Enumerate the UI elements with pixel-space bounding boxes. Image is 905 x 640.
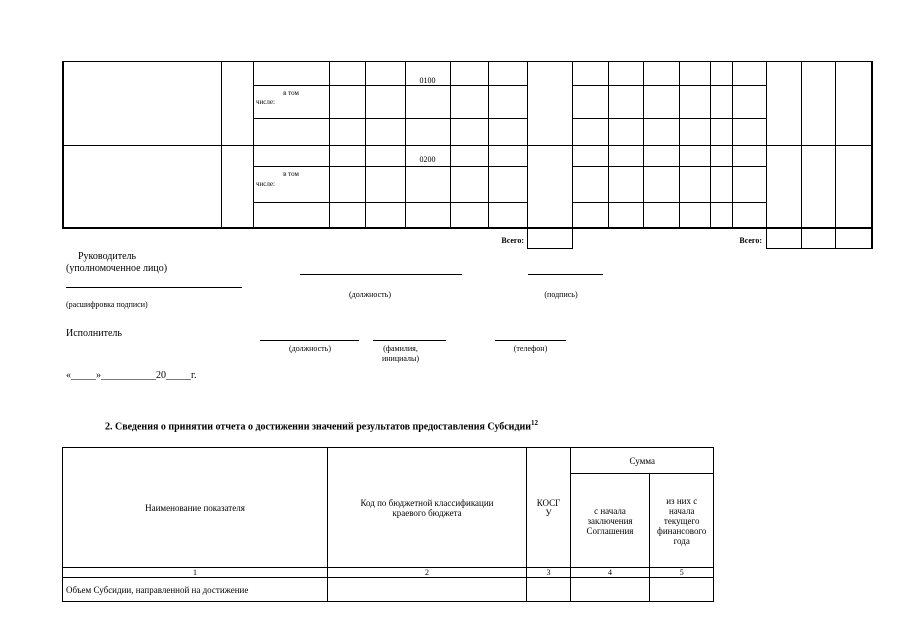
table-border [62,227,872,229]
results-table [62,447,714,602]
header-code [328,448,527,568]
section-title [105,417,538,433]
position-line-2 [260,340,359,341]
table-border [253,118,527,119]
caption-name: (фамилия, [383,344,418,353]
signature-line [528,274,603,275]
header-kosgu-text: КОСГ У [536,497,561,518]
table-border [766,61,767,249]
incl-label: числе: [256,180,275,188]
caption-phone: (телефон) [513,344,548,353]
table-border [62,61,64,229]
table-border [527,248,572,249]
table-border [62,145,872,146]
caption-name-2: инициалы) [381,354,420,363]
table-border [871,61,873,249]
row-cell [571,578,650,602]
header-code-text: Код по бюджетной классификации краевого бюджета [360,497,494,518]
table-border [62,61,872,62]
table-border [572,202,766,203]
header-since-agreement-text: с начала заключения Соглашения [586,505,634,536]
table-border [572,85,766,86]
caption-position: (должность) [349,290,391,299]
table-border [221,61,222,228]
table-border [801,61,802,249]
section-title-text: 2. Сведения о принятии отчета о достижении значений результатов предоставления Субсидии [105,421,532,433]
table-border [450,61,451,228]
code-0100: 0100 [419,76,436,85]
header-sum: Сумма [571,448,714,474]
total-label-left: Всего: [501,236,524,245]
date-line: «_____»___________20_____г. [66,370,197,381]
head-label: Руководитель [78,251,137,262]
header-indicator: Наименование показателя [63,448,328,568]
caption-position-2: (должность) [289,344,331,353]
executor-label: Исполнитель [66,328,122,339]
col-number: 1 [63,568,328,578]
decoding-line [66,287,242,288]
col-number: 2 [328,568,527,578]
caption-decoding: (расшифровка подписи) [66,300,148,309]
row-cell [650,578,714,602]
head-label-sub: (уполномоченное лицо) [66,263,168,274]
table-border [488,61,489,228]
total-label-right: Всего: [739,236,762,245]
caption-signature: (подпись) [544,290,578,299]
incl-label: в том [283,170,299,178]
table-border [732,61,733,228]
table-border [405,61,406,228]
incl-label: числе: [256,98,275,106]
table-border [710,61,711,228]
table-border [527,61,528,249]
table-border [643,61,644,228]
header-kosgu [527,448,571,568]
table-border [253,61,254,228]
row-cell [527,578,571,602]
table-border [572,166,766,167]
table-border [253,166,527,167]
col-number: 3 [527,568,571,578]
row-label: Объем Субсидии, направленной на достижение [63,578,328,602]
phone-line [495,340,566,341]
header-since-agreement [571,474,650,568]
position-line [300,274,462,275]
incl-label: в том [283,89,299,97]
table-border [572,61,573,249]
table-border [253,202,527,203]
header-since-year [650,474,714,568]
table-border [766,248,872,249]
table-border [835,61,836,249]
col-number: 5 [650,568,714,578]
row-cell [328,578,527,602]
table-border [679,61,680,228]
code-0200: 0200 [419,155,436,164]
name-line [373,340,446,341]
table-border [572,118,766,119]
footnote-mark: 12 [531,419,539,427]
table-border [329,61,330,228]
table-border [253,85,527,86]
table-border [608,61,609,228]
header-since-year-text: из них с начала текущего финансового года [657,495,707,546]
table-border [365,61,366,228]
col-number: 4 [571,568,650,578]
